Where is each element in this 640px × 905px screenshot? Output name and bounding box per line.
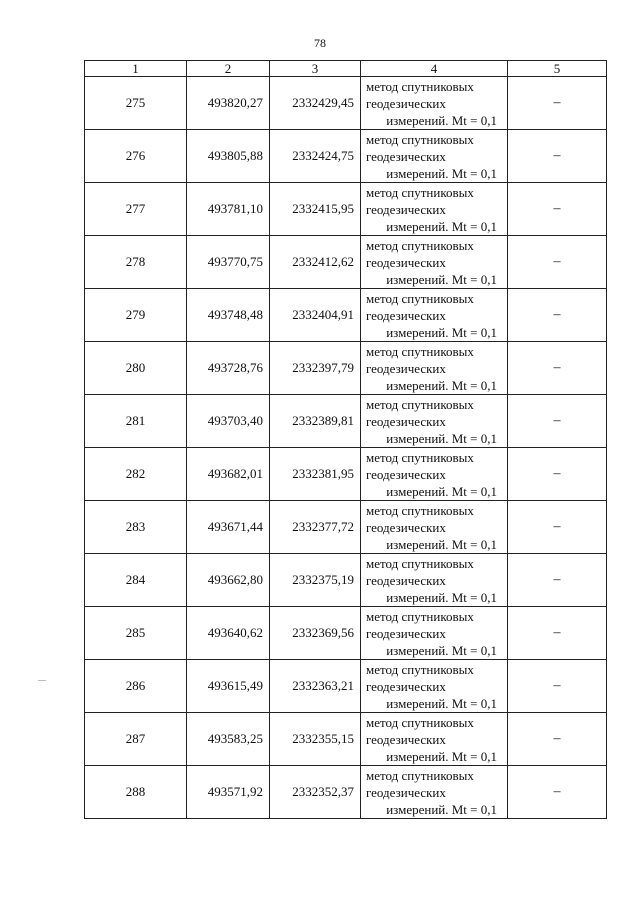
method-line: геодезических	[366, 307, 446, 323]
method-line: измерений. Mt = 0,1	[386, 377, 497, 393]
x-coordinate-cell: 493703,40	[187, 395, 270, 448]
table-row	[85, 395, 607, 448]
method-line: геодезических	[366, 95, 446, 111]
method-cell	[361, 448, 508, 501]
method-cell	[361, 77, 508, 130]
method-cell	[361, 130, 508, 183]
method-line: геодезических	[366, 413, 446, 429]
y-coordinate-cell: 2332363,21	[270, 660, 361, 713]
table-body	[85, 77, 607, 819]
table-row	[85, 660, 607, 713]
note-cell: –	[508, 501, 607, 554]
point-number-cell: 283	[85, 501, 187, 554]
table-row	[85, 448, 607, 501]
method-line: измерений. Mt = 0,1	[386, 324, 497, 340]
table-header	[85, 61, 607, 77]
note-cell: –	[508, 236, 607, 289]
note-cell: –	[508, 130, 607, 183]
point-number-cell: 284	[85, 554, 187, 607]
x-coordinate-cell: 493682,01	[187, 448, 270, 501]
method-line: метод спутниковых	[366, 608, 474, 624]
method-line: геодезических	[366, 784, 446, 800]
point-number-cell: 287	[85, 713, 187, 766]
method-line: геодезических	[366, 201, 446, 217]
header-row	[85, 61, 607, 77]
note-cell: –	[508, 554, 607, 607]
method-line: метод спутниковых	[366, 343, 474, 359]
method-line: измерений. Mt = 0,1	[386, 695, 497, 711]
method-line: геодезических	[366, 148, 446, 164]
header-col-4: 4	[361, 61, 508, 77]
method-cell	[361, 183, 508, 236]
note-cell: –	[508, 660, 607, 713]
y-coordinate-cell: 2332412,62	[270, 236, 361, 289]
method-line: измерений. Mt = 0,1	[386, 165, 497, 181]
x-coordinate-cell: 493662,80	[187, 554, 270, 607]
method-line: измерений. Mt = 0,1	[386, 536, 497, 552]
point-number-cell: 285	[85, 607, 187, 660]
method-line: геодезических	[366, 519, 446, 535]
method-line: геодезических	[366, 572, 446, 588]
point-number-cell: 275	[85, 77, 187, 130]
table-row	[85, 183, 607, 236]
header-col-1: 1	[85, 61, 187, 77]
table-row	[85, 342, 607, 395]
point-number-cell: 286	[85, 660, 187, 713]
method-line: измерений. Mt = 0,1	[386, 801, 497, 817]
note-cell: –	[508, 766, 607, 819]
x-coordinate-cell: 493748,48	[187, 289, 270, 342]
method-line: метод спутниковых	[366, 184, 474, 200]
y-coordinate-cell: 2332389,81	[270, 395, 361, 448]
y-coordinate-cell: 2332381,95	[270, 448, 361, 501]
note-cell: –	[508, 77, 607, 130]
header-col-3: 3	[270, 61, 361, 77]
table-row	[85, 607, 607, 660]
method-line: геодезических	[366, 254, 446, 270]
method-line: метод спутниковых	[366, 449, 474, 465]
table-row	[85, 501, 607, 554]
x-coordinate-cell: 493615,49	[187, 660, 270, 713]
method-line: геодезических	[366, 731, 446, 747]
method-cell	[361, 501, 508, 554]
method-line: измерений. Mt = 0,1	[386, 748, 497, 764]
method-cell	[361, 660, 508, 713]
note-cell: –	[508, 607, 607, 660]
x-coordinate-cell: 493671,44	[187, 501, 270, 554]
note-cell: –	[508, 183, 607, 236]
method-cell	[361, 554, 508, 607]
header-col-2: 2	[187, 61, 270, 77]
method-line: измерений. Mt = 0,1	[386, 112, 497, 128]
method-line: метод спутниковых	[366, 555, 474, 571]
method-cell	[361, 766, 508, 819]
x-coordinate-cell: 493583,25	[187, 713, 270, 766]
x-coordinate-cell: 493640,62	[187, 607, 270, 660]
method-line: измерений. Mt = 0,1	[386, 642, 497, 658]
x-coordinate-cell: 493820,27	[187, 77, 270, 130]
note-cell: –	[508, 395, 607, 448]
method-line: метод спутниковых	[366, 767, 474, 783]
y-coordinate-cell: 2332355,15	[270, 713, 361, 766]
method-cell	[361, 289, 508, 342]
table-row	[85, 289, 607, 342]
y-coordinate-cell: 2332429,45	[270, 77, 361, 130]
point-number-cell: 277	[85, 183, 187, 236]
x-coordinate-cell: 493805,88	[187, 130, 270, 183]
point-number-cell: 282	[85, 448, 187, 501]
table-row	[85, 130, 607, 183]
method-line: геодезических	[366, 625, 446, 641]
y-coordinate-cell: 2332369,56	[270, 607, 361, 660]
point-number-cell: 279	[85, 289, 187, 342]
note-cell: –	[508, 713, 607, 766]
method-cell	[361, 342, 508, 395]
scan-artifact	[38, 680, 46, 681]
method-line: метод спутниковых	[366, 661, 474, 677]
table-row	[85, 766, 607, 819]
method-line: измерений. Mt = 0,1	[386, 430, 497, 446]
method-cell	[361, 236, 508, 289]
method-line: метод спутниковых	[366, 714, 474, 730]
method-line: геодезических	[366, 466, 446, 482]
note-cell: –	[508, 289, 607, 342]
method-line: метод спутниковых	[366, 502, 474, 518]
y-coordinate-cell: 2332404,91	[270, 289, 361, 342]
method-line: метод спутниковых	[366, 396, 474, 412]
method-cell	[361, 713, 508, 766]
note-cell: –	[508, 342, 607, 395]
table-row	[85, 554, 607, 607]
method-line: метод спутниковых	[366, 290, 474, 306]
y-coordinate-cell: 2332397,79	[270, 342, 361, 395]
method-cell	[361, 607, 508, 660]
table-row	[85, 77, 607, 130]
note-cell: –	[508, 448, 607, 501]
point-number-cell: 278	[85, 236, 187, 289]
table-row	[85, 713, 607, 766]
page-number: 78	[314, 36, 326, 50]
x-coordinate-cell: 493571,92	[187, 766, 270, 819]
y-coordinate-cell: 2332415,95	[270, 183, 361, 236]
method-line: метод спутниковых	[366, 237, 474, 253]
method-line: геодезических	[366, 360, 446, 376]
method-line: измерений. Mt = 0,1	[386, 218, 497, 234]
y-coordinate-cell: 2332375,19	[270, 554, 361, 607]
method-line: измерений. Mt = 0,1	[386, 271, 497, 287]
point-number-cell: 288	[85, 766, 187, 819]
method-line: измерений. Mt = 0,1	[386, 589, 497, 605]
method-line: геодезических	[366, 678, 446, 694]
method-cell	[361, 395, 508, 448]
y-coordinate-cell: 2332424,75	[270, 130, 361, 183]
header-col-5: 5	[508, 61, 607, 77]
point-number-cell: 280	[85, 342, 187, 395]
x-coordinate-cell: 493770,75	[187, 236, 270, 289]
y-coordinate-cell: 2332377,72	[270, 501, 361, 554]
point-number-cell: 276	[85, 130, 187, 183]
x-coordinate-cell: 493781,10	[187, 183, 270, 236]
method-line: метод спутниковых	[366, 78, 474, 94]
y-coordinate-cell: 2332352,37	[270, 766, 361, 819]
coordinates-table	[84, 60, 607, 819]
point-number-cell: 281	[85, 395, 187, 448]
method-line: метод спутниковых	[366, 131, 474, 147]
table-row	[85, 236, 607, 289]
method-line: измерений. Mt = 0,1	[386, 483, 497, 499]
x-coordinate-cell: 493728,76	[187, 342, 270, 395]
